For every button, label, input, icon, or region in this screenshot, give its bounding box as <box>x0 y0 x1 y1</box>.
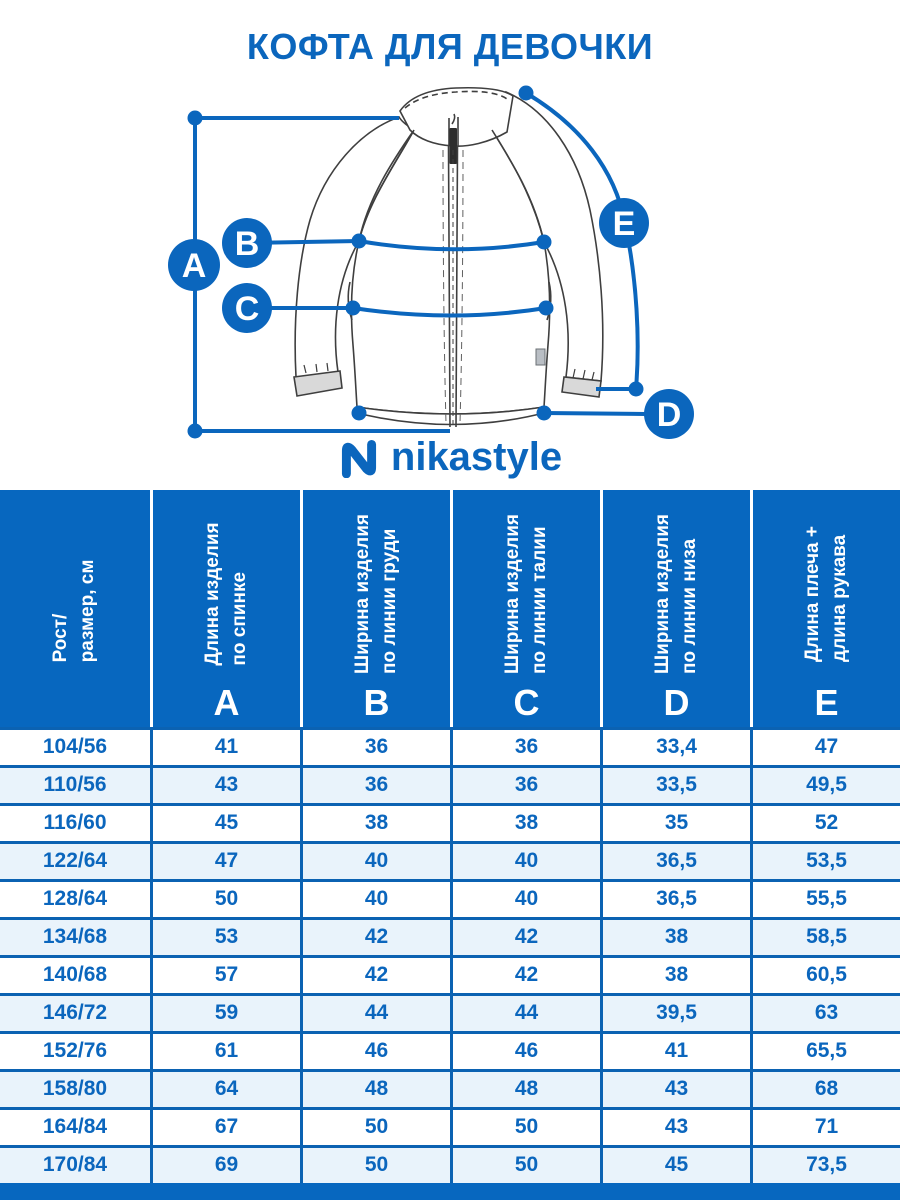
cell-e: 58,5 <box>750 920 900 955</box>
table-row <box>0 1069 900 1107</box>
measure-label-a <box>168 239 220 291</box>
cell-a: 41 <box>150 730 300 765</box>
cell-size: 152/76 <box>42 1039 108 1062</box>
col-header-c-label: Ширина изделия по линии талии <box>501 514 550 675</box>
svg-text:C: C <box>234 290 260 328</box>
col-header-a <box>150 490 300 727</box>
cell-c: 42 <box>450 920 600 955</box>
footer-bar <box>0 1183 900 1200</box>
cell-c: 40 <box>450 882 600 917</box>
cell-e: 47 <box>750 730 900 765</box>
jacket-drawing <box>294 88 603 427</box>
cell-d: 35 <box>600 806 750 841</box>
table-row <box>0 917 900 955</box>
cell-size: 104/56 <box>42 735 108 758</box>
table-row <box>0 765 900 803</box>
col-header-e <box>750 490 900 727</box>
cell-a: 45 <box>150 806 300 841</box>
measure-line-d <box>544 413 646 414</box>
measure-label-e <box>599 198 649 248</box>
cell-b: 40 <box>300 882 450 917</box>
cell-size: 170/84 <box>42 1153 108 1176</box>
cell-c: 36 <box>450 730 600 765</box>
cell-b: 48 <box>300 1072 450 1107</box>
cell-c: 48 <box>450 1072 600 1107</box>
table-header <box>0 490 900 727</box>
cell-size: 116/60 <box>43 811 107 834</box>
nikastyle-logo-icon <box>338 436 380 478</box>
svg-text:B: B <box>234 225 260 263</box>
brand-logo <box>0 433 900 481</box>
cell-a: 53 <box>150 920 300 955</box>
cell-size: 164/84 <box>42 1115 108 1138</box>
col-letter-d: D <box>663 682 690 723</box>
table-row <box>0 955 900 993</box>
cell-size: 110/56 <box>43 773 107 796</box>
cell-e: 65,5 <box>750 1034 900 1069</box>
cell-d: 36,5 <box>600 844 750 879</box>
col-header-a-label: Длина изделия по спинке <box>201 522 250 666</box>
cell-d: 38 <box>600 920 750 955</box>
table-row <box>0 727 900 765</box>
cell-d: 36,5 <box>600 882 750 917</box>
cell-a: 50 <box>150 882 300 917</box>
col-letter-a: A <box>213 682 240 723</box>
cell-c: 36 <box>450 768 600 803</box>
col-header-b-label: Ширина изделия по линии груди <box>351 514 400 675</box>
col-header-e-label: Длина плеча + длина рукава <box>801 526 850 663</box>
size-table <box>0 490 900 1200</box>
jacket-diagram <box>0 0 900 490</box>
cell-b: 50 <box>300 1110 450 1145</box>
cell-c: 46 <box>450 1034 600 1069</box>
cell-a: 57 <box>150 958 300 993</box>
cell-d: 43 <box>600 1110 750 1145</box>
measure-label-c <box>222 283 272 333</box>
cell-size: 122/64 <box>42 849 108 872</box>
brand-name: nikastyle <box>390 434 563 479</box>
cell-e: 63 <box>750 996 900 1031</box>
table-row <box>0 1031 900 1069</box>
cell-e: 49,5 <box>750 768 900 803</box>
cell-d: 33,4 <box>600 730 750 765</box>
svg-text:D: D <box>656 396 682 434</box>
cell-size: 134/68 <box>42 925 108 948</box>
cell-e: 68 <box>750 1072 900 1107</box>
cell-b: 38 <box>300 806 450 841</box>
cell-b: 36 <box>300 730 450 765</box>
cell-d: 33,5 <box>600 768 750 803</box>
cell-c: 44 <box>450 996 600 1031</box>
cell-a: 47 <box>150 844 300 879</box>
measure-label-d <box>644 389 694 439</box>
cell-b: 42 <box>300 920 450 955</box>
cell-size: 128/64 <box>42 887 108 910</box>
measure-label-b <box>222 218 272 268</box>
cell-e: 71 <box>750 1110 900 1145</box>
cell-d: 45 <box>600 1148 750 1183</box>
cell-b: 50 <box>300 1148 450 1183</box>
cell-a: 61 <box>150 1034 300 1069</box>
table-row <box>0 1107 900 1145</box>
cell-b: 46 <box>300 1034 450 1069</box>
cell-b: 40 <box>300 844 450 879</box>
cell-size: 146/72 <box>42 1001 108 1024</box>
cell-e: 60,5 <box>750 958 900 993</box>
table-row <box>0 803 900 841</box>
cell-d: 39,5 <box>600 996 750 1031</box>
cell-b: 42 <box>300 958 450 993</box>
table-row <box>0 1145 900 1183</box>
cell-a: 59 <box>150 996 300 1031</box>
cell-c: 42 <box>450 958 600 993</box>
col-letter-b: B <box>363 682 390 723</box>
cell-e: 55,5 <box>750 882 900 917</box>
cell-c: 40 <box>450 844 600 879</box>
cell-c: 50 <box>450 1148 600 1183</box>
col-header-b <box>300 490 450 727</box>
cell-e: 53,5 <box>750 844 900 879</box>
cell-d: 38 <box>600 958 750 993</box>
col-header-c <box>450 490 600 727</box>
col-header-size-label: Рост/ размер, см <box>50 559 98 663</box>
cell-c: 38 <box>450 806 600 841</box>
cell-e: 73,5 <box>750 1148 900 1183</box>
cell-a: 64 <box>150 1072 300 1107</box>
table-row <box>0 841 900 879</box>
svg-text:E: E <box>612 205 636 243</box>
diagram-section <box>0 0 900 490</box>
cell-d: 43 <box>600 1072 750 1107</box>
cell-b: 36 <box>300 768 450 803</box>
cell-e: 52 <box>750 806 900 841</box>
cell-a: 69 <box>150 1148 300 1183</box>
col-header-d <box>600 490 750 727</box>
table-row <box>0 993 900 1031</box>
col-letter-e: E <box>814 682 839 723</box>
table-row <box>0 879 900 917</box>
cell-a: 67 <box>150 1110 300 1145</box>
col-letter-c: C <box>513 682 540 723</box>
cell-d: 41 <box>600 1034 750 1069</box>
cell-size: 158/80 <box>42 1077 108 1100</box>
cell-a: 43 <box>150 768 300 803</box>
col-header-size <box>0 490 150 727</box>
svg-text:A: A <box>181 247 207 285</box>
cell-size: 140/68 <box>42 963 108 986</box>
cell-b: 44 <box>300 996 450 1031</box>
page-title: КОФТА ДЛЯ ДЕВОЧКИ <box>246 26 654 67</box>
col-header-d-label: Ширина изделия по линии низа <box>651 514 700 675</box>
cell-c: 50 <box>450 1110 600 1145</box>
